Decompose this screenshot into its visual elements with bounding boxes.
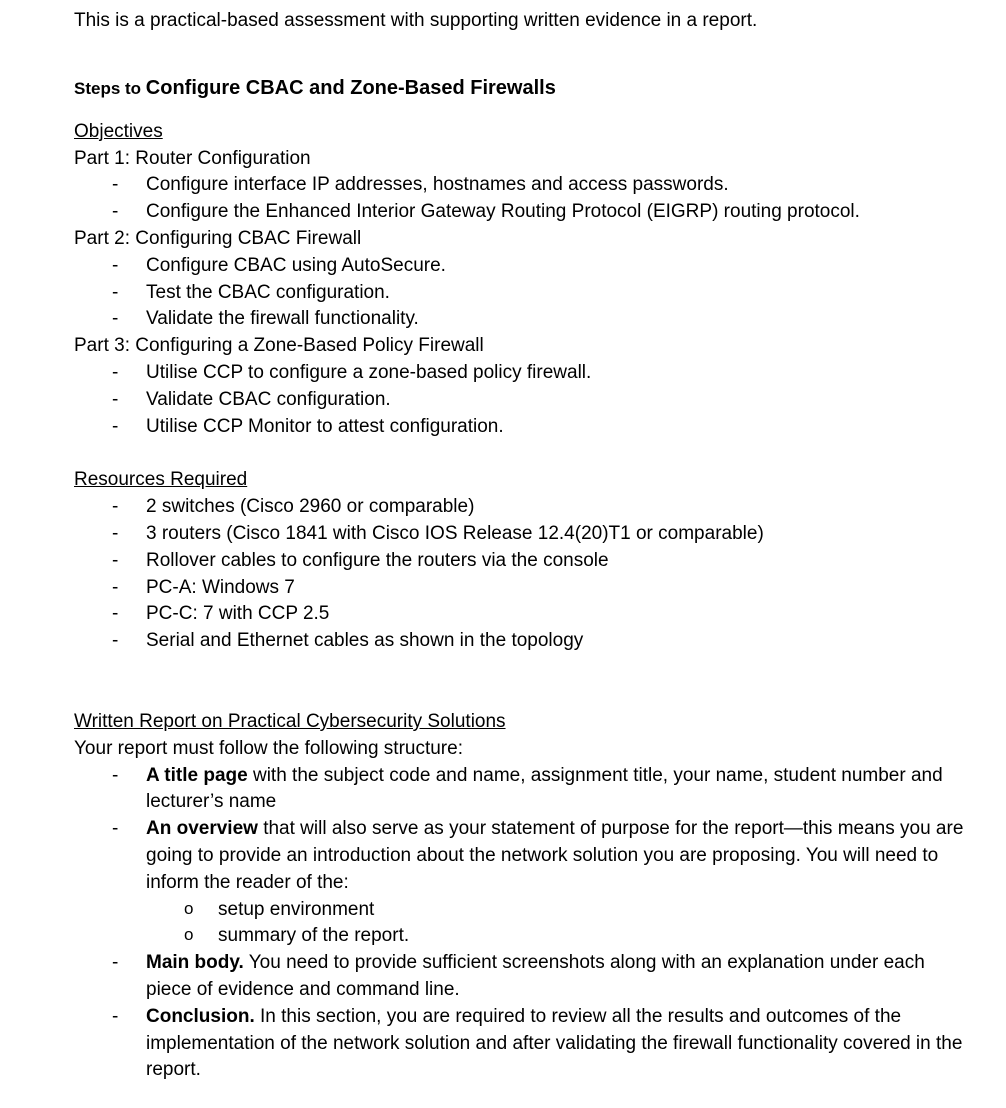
intro-text: This is a practical-based assessment with supporting written evidence in a report. xyxy=(74,10,758,31)
list-item: - 3 routers (Cisco 1841 with Cisco IOS Release 12.4(20)T1 or comparable) xyxy=(74,521,974,548)
item-text: You need to provide sufficient screenshots along with an explanation under each piece of evidence and command line. xyxy=(146,952,925,1000)
resources-list xyxy=(74,494,974,655)
steps-heading-main: Configure CBAC and Zone-Based Firewalls xyxy=(145,76,556,99)
steps-heading xyxy=(74,75,974,102)
sub-list-item: o summary of the report. xyxy=(146,923,974,950)
report-intro: Your report must follow the following structure: xyxy=(74,737,463,759)
list-item: - Validate CBAC configuration. xyxy=(74,387,974,414)
part-3-title: Part 3: Configuring a Zone-Based Policy Firewall xyxy=(74,335,484,357)
list-item: - Utilise CCP Monitor to attest configuration. xyxy=(74,414,974,441)
resources-heading: Resources Required xyxy=(74,469,248,491)
list-item: - Rollover cables to configure the routers via the console xyxy=(74,548,974,575)
list-item: - Configure the Enhanced Interior Gateway Routing Protocol (EIGRP) routing protocol. xyxy=(74,199,974,226)
document-page xyxy=(74,8,974,1084)
overview-sublist xyxy=(146,897,974,951)
part-1-title: Part 1: Router Configuration xyxy=(74,147,311,169)
list-item: - Configure CBAC using AutoSecure. xyxy=(74,253,974,280)
list-item xyxy=(74,816,974,950)
item-bold-lead: Main body. xyxy=(146,952,244,974)
report-structure-list xyxy=(74,763,974,1085)
list-item: - Utilise CCP to configure a zone-based policy firewall. xyxy=(74,360,974,387)
steps-heading-prefix: Steps to xyxy=(74,78,146,98)
part-3-list xyxy=(74,360,974,440)
list-item: - Test the CBAC configuration. xyxy=(74,280,974,307)
item-bold-lead: A title page xyxy=(146,764,248,786)
list-item: - PC-A: Windows 7 xyxy=(74,575,974,602)
list-item: - PC-C: 7 with CCP 2.5 xyxy=(74,601,974,628)
part-2-title: Part 2: Configuring CBAC Firewall xyxy=(74,227,362,249)
sub-list-item: o setup environment xyxy=(146,897,974,924)
list-item: - 2 switches (Cisco 2960 or comparable) xyxy=(74,494,974,521)
item-text: that will also serve as your statement of purpose for the report—this means you are going to provide an introduction about the network solution you are proposing. You will need to inform the reader of the: xyxy=(146,818,964,893)
report-heading: Written Report on Practical Cybersecurity Solutions xyxy=(74,710,506,732)
list-item: - Serial and Ethernet cables as shown in the topology xyxy=(74,628,974,655)
item-text: In this section, you are required to review all the results and outcomes of the implementation of the network solution and after validating the firewall functionality covered in the report. xyxy=(146,1005,963,1081)
list-item xyxy=(74,1004,974,1084)
list-item xyxy=(74,763,974,817)
objectives-heading: Objectives xyxy=(74,120,163,142)
list-item: - Configure interface IP addresses, hostnames and access passwords. xyxy=(74,172,974,199)
list-item xyxy=(74,950,974,1004)
item-bold-lead: Conclusion. xyxy=(146,1005,255,1027)
item-bold-lead: An overview xyxy=(146,818,258,840)
item-text: with the subject code and name, assignment title, your name, student number and lecturer’s name xyxy=(146,764,943,813)
list-item: - Validate the firewall functionality. xyxy=(74,306,974,333)
part-1-list xyxy=(74,172,974,226)
part-2-list xyxy=(74,253,974,333)
